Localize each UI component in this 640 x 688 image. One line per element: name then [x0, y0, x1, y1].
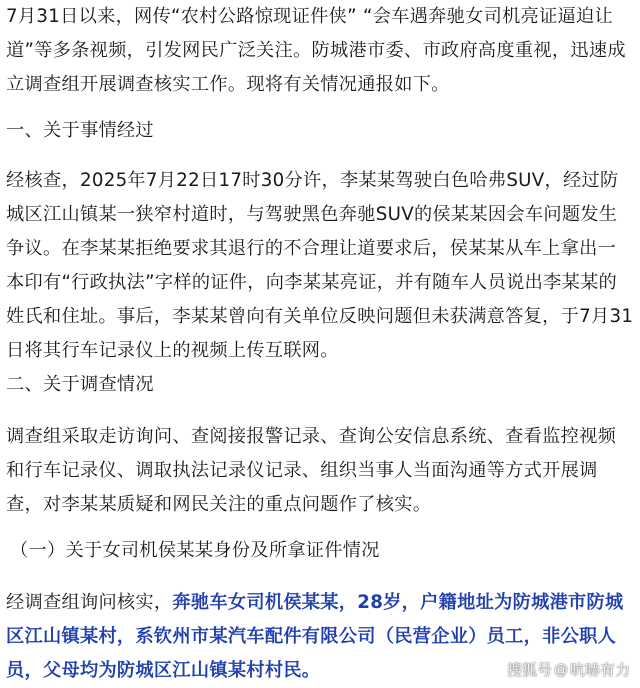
source-watermark — [507, 659, 630, 680]
section-heading-event: 一、关于事情经过 — [6, 120, 154, 141]
watermark-account: 吭哧有力 — [569, 661, 630, 679]
investigation-paragraph: 调查组采取走访询问、查阅接报警记录、查询公安信息系统、查看监控视频和行车记录仪、调取执法记录仪记录、组织当事人当面沟通等方式开展调查，对李某某质疑和网民关注的重点问题作了核实。 — [6, 426, 617, 515]
section-heading-investigation: 二、关于调查情况 — [6, 374, 154, 395]
event-paragraph: 经核查，2025年7月22日17时30分许，李某某驾驶白色哈弗SUV，经过防城区江山镇某一狭窄村道时，与驾驶黑色奔驰SUV的侯某某因会车问题发生争议。在李某某拒绝要求其退行的不合理让道要求后，侯某某从车上拿出一本印有“行政执法”字样的证件，向李某某亮证，并有随车人员说出李某某的姓氏和住址。事后，李某某曾向有关单位反映问题但未获满意答复，于7月31日将其行车记录仪上的视频上传互联网。 — [6, 170, 634, 361]
watermark-at: @ — [553, 661, 568, 678]
intro-paragraph: 7月31日以来，网传“农村公路惊现证件侠” “会车遇奔驰女司机亮证逼迫让道”等多条视频，引发网民广泛关注。防城港市委、市政府高度重视，迅速成立调查组开展调查核实工作。现将有关情况通报如下。 — [6, 6, 626, 95]
identity-lead-text: 经调查组询问核实， — [6, 592, 173, 613]
identity-highlight-text: 奔驰车女司机侯某某，28岁，户籍地址为防城港市防城区江山镇某村，系钦州市某汽车配件有限公司（民营企业）员工，非公职人员，父母均为防城区江山镇某村村民。 — [6, 592, 624, 681]
watermark-source: 搜狐号 — [506, 661, 552, 679]
subsection-heading-identity: （一）关于女司机侯某某身份及所拿证件情况 — [10, 540, 380, 561]
